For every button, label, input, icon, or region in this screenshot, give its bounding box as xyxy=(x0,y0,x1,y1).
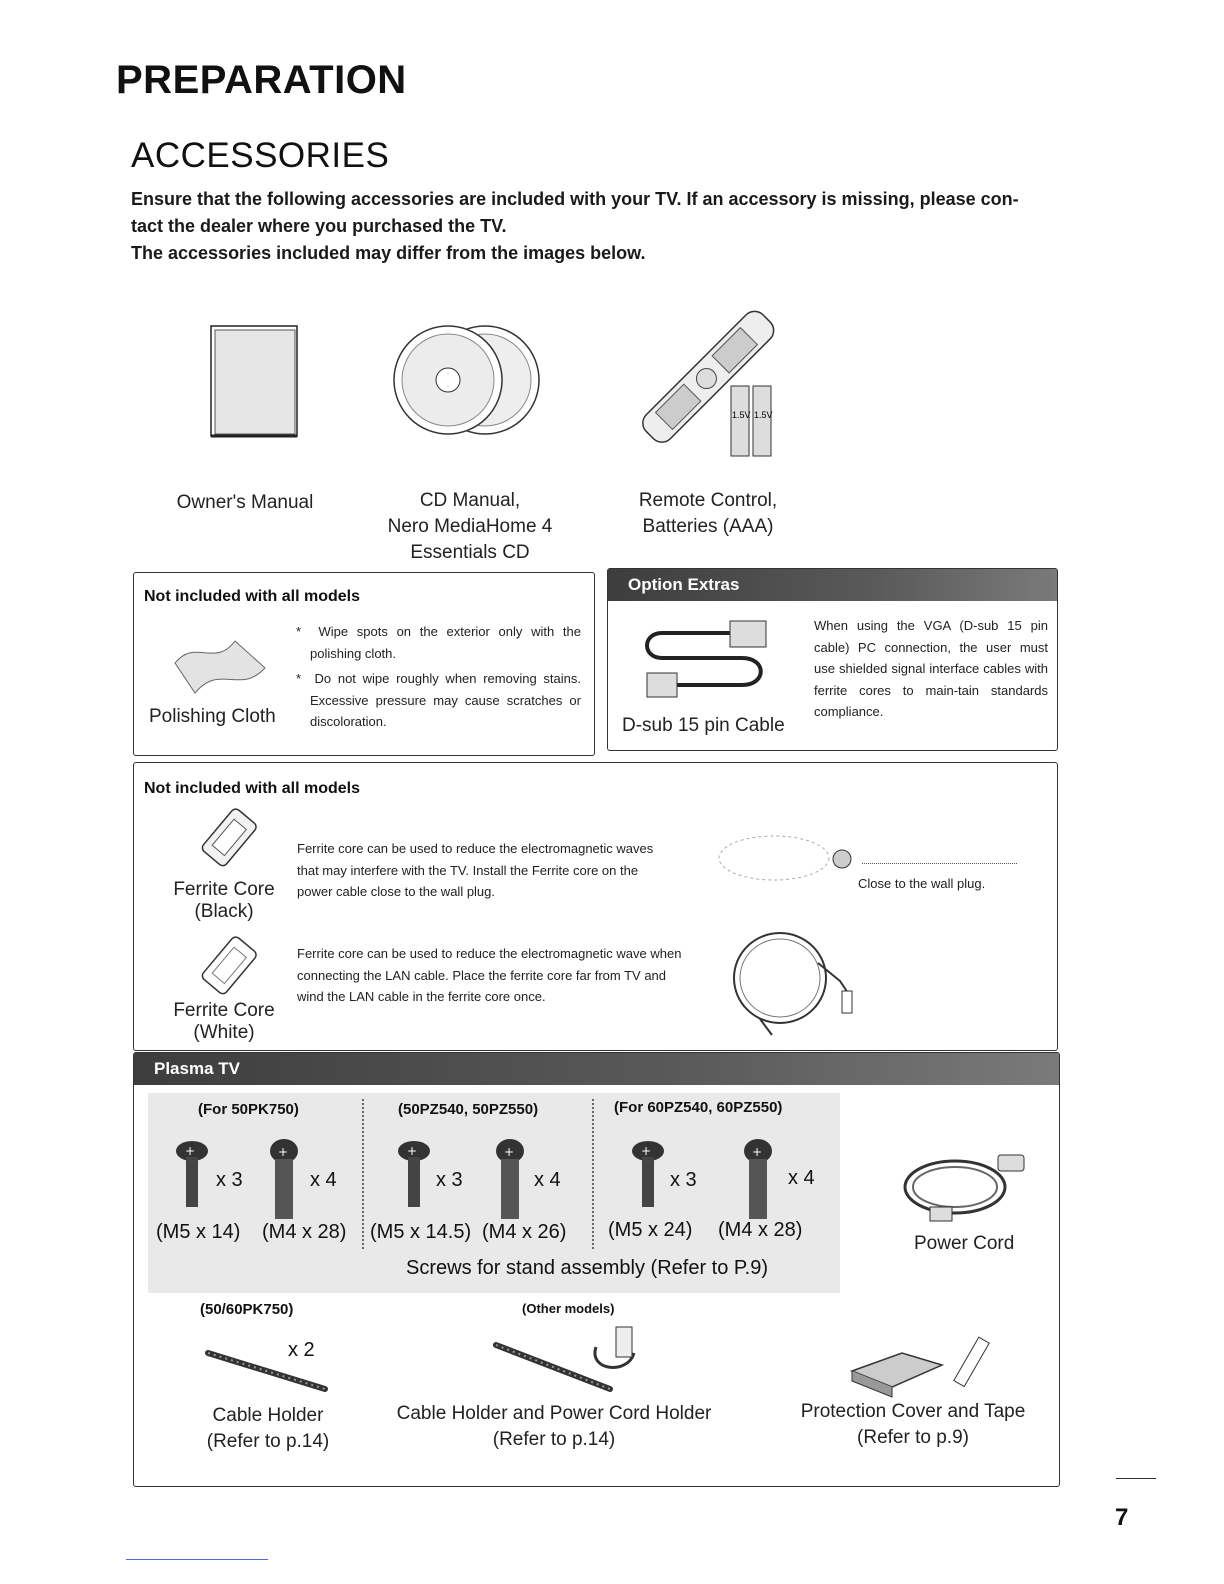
cd-caption xyxy=(360,488,580,566)
cover-caption xyxy=(778,1399,1048,1451)
cable-and-power-holder-image xyxy=(488,1319,658,1399)
ferrite-box xyxy=(133,762,1058,1051)
remote-caption-line-2: Batteries (AAA) xyxy=(642,516,774,537)
screw-m5-icon xyxy=(628,1135,676,1215)
screw-group-2-size-1: (M5 x 14.5) xyxy=(370,1221,472,1243)
intro-line-3: The accessories included may differ from the images below. xyxy=(131,243,646,263)
screw-m5-icon xyxy=(394,1135,442,1215)
screws-caption: Screws for stand assembly (Refer to P.9) xyxy=(406,1257,768,1279)
remote-image xyxy=(635,300,785,460)
battery-label-1: 1.5V xyxy=(732,410,751,420)
svg-text:+: + xyxy=(407,1144,418,1158)
protection-cover-image xyxy=(842,1331,1002,1401)
battery-label-2: 1.5V xyxy=(754,410,773,420)
ferrite-white-caption-line-1: Ferrite Core xyxy=(173,1000,275,1021)
ferrite-black-caption-line-1: Ferrite Core xyxy=(173,879,275,900)
polishing-note-2: * Do not wipe roughly when removing stains. Excessive pressure may cause scratches or discoloration. xyxy=(296,671,581,729)
page-title: PREPARATION xyxy=(116,58,407,102)
screw-m5-icon xyxy=(172,1135,220,1215)
polishing-note-1: * Wipe spots on the exterior only with the polishing cloth. xyxy=(296,624,581,661)
screw-group-1-size-1: (M5 x 14) xyxy=(156,1221,241,1243)
cd-image xyxy=(390,322,550,442)
section-title: ACCESSORIES xyxy=(131,136,390,175)
screw-group-1-qty-1: x 3 xyxy=(216,1169,243,1191)
option-extras-box xyxy=(607,568,1058,751)
manual-image xyxy=(205,322,305,442)
footer-rule xyxy=(1116,1478,1156,1479)
ferrite-black-text: Ferrite core can be used to reduce the electromagnetic waves that may interfere with the TV. Install the Ferrite core on the power cable close to the wall plug. xyxy=(297,841,654,899)
polishing-note-1-text: Wipe spots on the exterior only with the polishing cloth. xyxy=(310,624,581,661)
holder-2-caption xyxy=(374,1401,734,1453)
holder-2-caption-line-2: (Refer to p.14) xyxy=(492,1429,616,1450)
remote-caption xyxy=(608,488,808,540)
holder-1-qty: x 2 xyxy=(288,1339,315,1361)
polishing-box xyxy=(133,572,595,756)
screw-group-2-qty-1: x 3 xyxy=(436,1169,463,1191)
holder-1-caption-line-2: (Refer to p.14) xyxy=(206,1431,330,1452)
holder-2-caption-line-1: Cable Holder and Power Cord Holder xyxy=(396,1403,712,1424)
option-extras-text: When using the VGA (D-sub 15 pin cable) PC connection, the user must use shielded signal interface cables with ferrite cores to main-tain standards compliance. xyxy=(814,618,1048,719)
power-cord-caption: Power Cord xyxy=(914,1233,1015,1254)
svg-text:+: + xyxy=(641,1144,652,1158)
screw-m4-icon xyxy=(490,1135,538,1225)
option-extras-title: Option Extras xyxy=(608,569,1057,601)
screw-m4-icon xyxy=(738,1135,786,1225)
page-number: 7 xyxy=(1115,1504,1129,1531)
cd-caption-line-3: Essentials CD xyxy=(410,542,530,563)
dsub-caption: D-sub 15 pin Cable xyxy=(622,715,785,736)
cover-caption-line-1: Protection Cover and Tape xyxy=(800,1401,1026,1422)
screw-group-1-qty-2: x 4 xyxy=(310,1169,337,1191)
cable-holder-image xyxy=(200,1329,340,1399)
remote-caption-line-1: Remote Control, xyxy=(638,490,778,511)
intro-line-2: tact the dealer where you purchased the TV. xyxy=(131,216,507,236)
cover-caption-line-2: (Refer to p.9) xyxy=(857,1427,969,1448)
screw-group-2-size-2: (M4 x 26) xyxy=(482,1221,567,1243)
manual-caption: Owner's Manual xyxy=(176,492,314,513)
lan-cable-image xyxy=(730,923,870,1043)
power-plug-image xyxy=(714,823,854,893)
power-cord-image xyxy=(900,1149,1030,1229)
holder-1-caption xyxy=(178,1403,358,1455)
ferrite-box-title: Not included with all models xyxy=(144,780,361,797)
ferrite-white-caption xyxy=(154,1000,294,1044)
ferrite-white-image xyxy=(196,931,264,1001)
plasma-box xyxy=(133,1052,1060,1487)
polishing-note-2-text: Do not wipe roughly when removing stains. Excessive pressure may cause scratches or discoloration. xyxy=(310,671,581,729)
cd-caption-line-2: Nero MediaHome 4 xyxy=(387,516,553,537)
screw-group-1-size-2: (M4 x 28) xyxy=(262,1221,347,1243)
screw-group-3-label: (For 60PZ540, 60PZ550) xyxy=(614,1099,783,1116)
group-divider-2 xyxy=(592,1099,594,1249)
plasma-title: Plasma TV xyxy=(134,1053,1059,1085)
bottom-link-rule xyxy=(126,1559,268,1560)
ferrite-black-caption-line-2: (Black) xyxy=(194,901,254,922)
holder-1-caption-line-1: Cable Holder xyxy=(212,1405,324,1426)
polishing-box-title: Not included with all models xyxy=(144,588,361,605)
ferrite-white-caption-line-2: (White) xyxy=(193,1022,255,1043)
screw-group-3-size-2: (M4 x 28) xyxy=(718,1219,803,1241)
polishing-notes xyxy=(296,621,581,733)
ferrite-white-text: Ferrite core can be used to reduce the electromagnetic wave when connecting the LAN cable. Place the ferrite core far from TV and wind the LAN cable in the ferrite core once. xyxy=(297,946,682,1004)
ferrite-black-image xyxy=(196,803,264,873)
wall-plug-label: Close to the wall plug. xyxy=(858,876,986,891)
polishing-cloth-image xyxy=(170,633,270,703)
screw-group-1-label: (For 50PK750) xyxy=(198,1101,299,1118)
cd-caption-line-1: CD Manual, xyxy=(419,490,521,511)
group-divider-1 xyxy=(362,1099,364,1249)
holder-1-label: (50/60PK750) xyxy=(200,1301,294,1318)
dsub-cable-image xyxy=(622,613,772,703)
svg-text:+: + xyxy=(504,1145,515,1159)
svg-text:+: + xyxy=(278,1145,289,1159)
intro-line-1: Ensure that the following accessories are included with your TV. If an accessory is missing, please con- xyxy=(131,189,1019,209)
screw-group-2-qty-2: x 4 xyxy=(534,1169,561,1191)
screw-group-3-qty-2: x 4 xyxy=(788,1167,815,1189)
holder-2-label: (Other models) xyxy=(522,1301,615,1316)
wall-plug-leader xyxy=(862,863,1017,864)
polishing-caption: Polishing Cloth xyxy=(149,706,276,727)
screw-group-3-size-1: (M5 x 24) xyxy=(608,1219,693,1241)
intro-text xyxy=(131,186,1071,267)
svg-text:+: + xyxy=(752,1145,763,1159)
screw-group-3-qty-1: x 3 xyxy=(670,1169,697,1191)
screw-group-2-label: (50PZ540, 50PZ550) xyxy=(398,1101,539,1118)
screw-m4-icon xyxy=(264,1135,312,1225)
svg-text:+: + xyxy=(185,1144,196,1158)
ferrite-black-caption xyxy=(154,879,294,923)
